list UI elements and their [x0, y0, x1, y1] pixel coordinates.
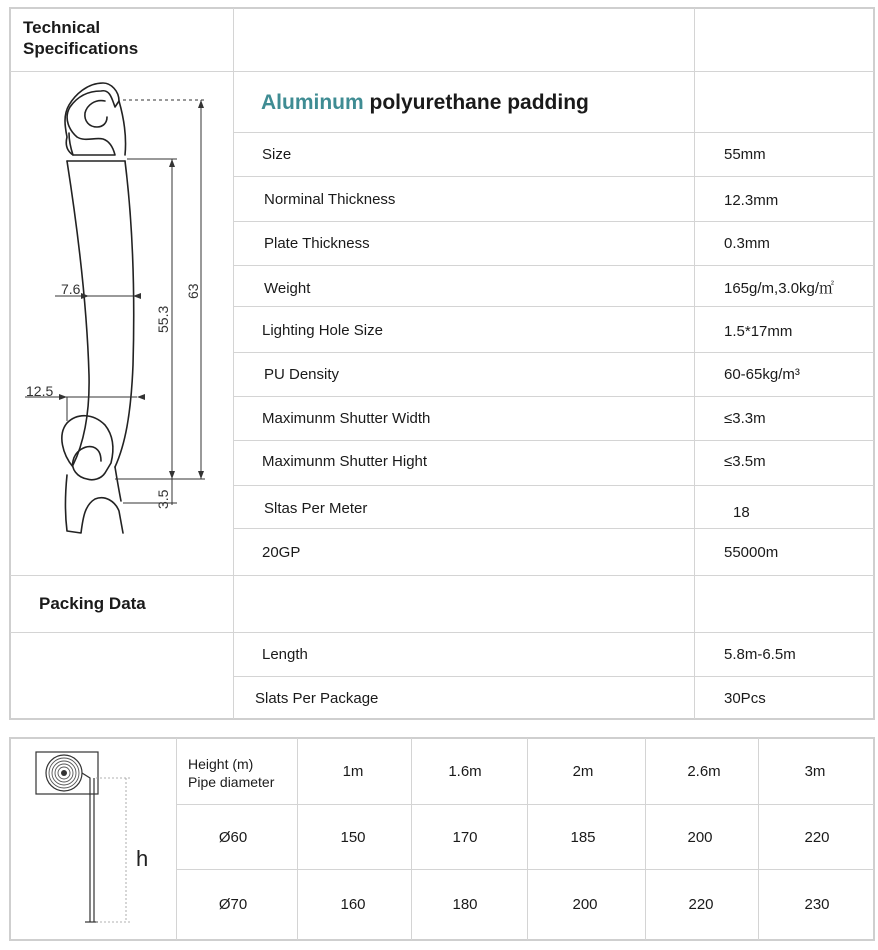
spec-value-max-height: ≤3.5m [724, 453, 766, 470]
pipe-col-divider [527, 738, 528, 940]
packing-value-slats-per-package: 30Pcs [724, 690, 766, 707]
spec-row-divider [234, 265, 874, 266]
spec-label-weight: Weight [264, 280, 311, 297]
slat-bottom-hook [62, 416, 113, 480]
spec-header [23, 17, 138, 59]
spec-row-divider [234, 396, 874, 397]
spec-header-line-2: Specifications [23, 39, 139, 58]
dim-3-5: 3.5 [155, 489, 171, 509]
spec-row-divider [10, 632, 874, 633]
spec-row-divider [234, 176, 874, 177]
slat-top-tail [119, 101, 126, 155]
dim-55-3: 55.3 [155, 305, 171, 333]
spec-value-20gp: 55000m [724, 544, 779, 561]
spec-row-divider [234, 306, 874, 307]
product-title-rest: polyurethane padding [369, 91, 589, 114]
slat-bottom-hook-lower [66, 475, 124, 533]
height-2m: 2m [572, 763, 594, 780]
spec-value-plate-thickness: 0.3mm [724, 235, 770, 252]
spec-label-max-width: Maximunm Shutter Width [262, 410, 431, 427]
spec-value-pu-density: 60-65kg/m³ [724, 366, 800, 383]
spec-value-lighting-hole: 1.5*17mm [724, 323, 793, 340]
packing-label-slats-per-package: Slats Per Package [255, 690, 379, 707]
slat-profile-diagram [15, 75, 230, 570]
pipe-header-height: Height (m) [188, 756, 254, 772]
pipe-70-value: 200 [572, 896, 598, 913]
slat-top-hook-inner [85, 101, 107, 127]
spec-value-slats-per-meter: 18 [733, 504, 750, 521]
pipe-70-value: 230 [804, 896, 830, 913]
pipe-diameter-70: Ø70 [218, 896, 248, 913]
dim-63: 63 [185, 283, 201, 299]
height-1m: 1m [342, 763, 364, 780]
spec-header-line-1: Technical [23, 18, 101, 37]
spec-row-divider [234, 485, 874, 486]
pipe-60-value: 150 [340, 829, 366, 846]
dim-12-5: 12.5 [26, 383, 54, 399]
pipe-60-value: 200 [687, 829, 713, 846]
spec-row-divider [10, 71, 874, 72]
slat-bottom-tail [115, 467, 121, 501]
pipe-diameter-60: Ø60 [218, 829, 248, 846]
shutter-roll-core [61, 770, 67, 776]
spec-row-divider [234, 676, 874, 677]
spec-label-size: Size [262, 146, 292, 163]
height-h-label: h [136, 846, 149, 871]
dim-7-6: 7.6 [61, 281, 81, 297]
pipe-60-value: 220 [804, 829, 830, 846]
spec-value-nominal-thickness: 12.3mm [724, 192, 779, 209]
spec-row-divider [234, 221, 874, 222]
spec-value-weight: 165g/m,3.0kg/㎡ [724, 280, 835, 297]
pipe-col-divider [411, 738, 412, 940]
pipe-col-divider [176, 738, 177, 940]
pipe-col-divider [645, 738, 646, 940]
spec-label-plate-thickness: Plate Thickness [264, 235, 370, 252]
spec-label-nominal-thickness: Norminal Thickness [264, 191, 396, 208]
packing-value-length: 5.8m-6.5m [724, 646, 796, 663]
pipe-70-value: 220 [688, 896, 714, 913]
spec-col-divider-1 [233, 8, 234, 719]
pipe-row-divider [177, 804, 874, 805]
height-2-6m: 2.6m [687, 763, 721, 780]
spec-row-divider [234, 528, 874, 529]
spec-label-20gp: 20GP [262, 544, 301, 561]
spec-row-divider [234, 440, 874, 441]
spec-row-divider [234, 352, 874, 353]
height-3m: 3m [804, 763, 826, 780]
spec-row-divider [10, 575, 874, 576]
packing-label-length: Length [262, 646, 308, 663]
pipe-70-value: 180 [452, 896, 478, 913]
pipe-header-diameter: Pipe diameter [188, 774, 275, 790]
pipe-60-value: 185 [570, 829, 596, 846]
spec-value-max-width: ≤3.3m [724, 410, 766, 427]
pipe-70-value: 160 [340, 896, 366, 913]
spec-col-divider-2 [694, 8, 695, 719]
pipe-col-divider [297, 738, 298, 940]
spec-label-lighting-hole: Lighting Hole Size [262, 322, 383, 339]
slat-top-hook [65, 83, 119, 155]
product-title-accent: Aluminum [261, 91, 364, 114]
spec-label-slats-per-meter: Sltas Per Meter [264, 500, 368, 517]
spec-value-size: 55mm [724, 146, 766, 163]
spec-label-max-height: Maximunm Shutter Hight [262, 453, 428, 470]
spec-label-pu-density: PU Density [264, 366, 340, 383]
pipe-row-divider [177, 869, 874, 870]
product-title [261, 91, 589, 115]
pipe-60-value: 170 [452, 829, 478, 846]
height-1-6m: 1.6m [448, 763, 482, 780]
pipe-col-divider [758, 738, 759, 940]
packing-header: Packing Data [39, 594, 146, 613]
spec-row-divider [234, 132, 874, 133]
roller-shutter-diagram [30, 748, 170, 930]
